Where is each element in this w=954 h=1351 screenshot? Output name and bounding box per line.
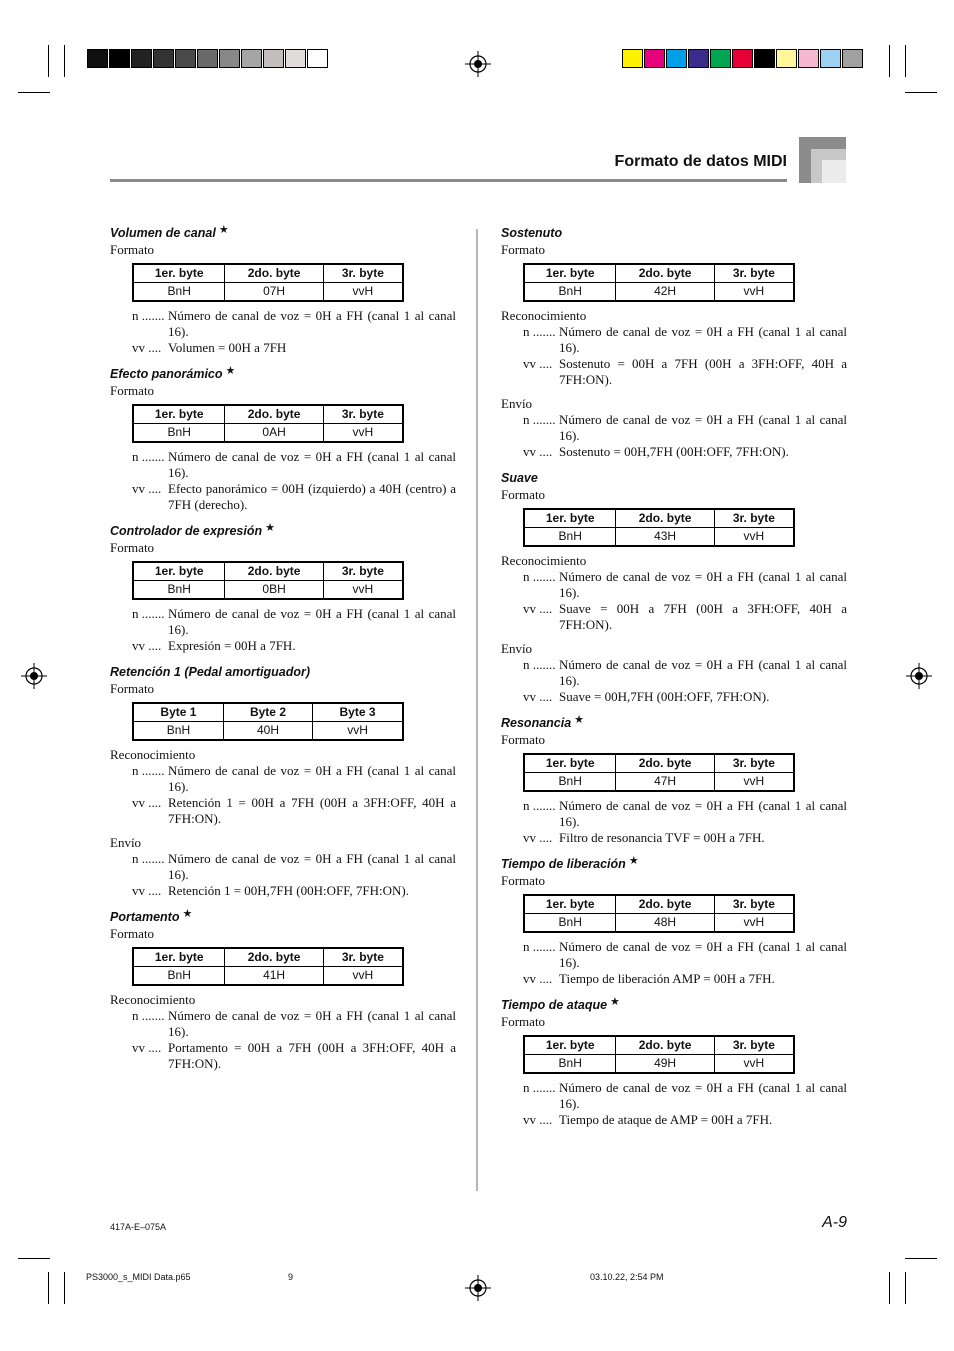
parameter-description: Número de canal de voz = 0H a FH (canal 1 al canal 16). <box>559 798 847 829</box>
byte-value-cell: 41H <box>225 967 323 986</box>
parameter-description: Número de canal de voz = 0H a FH (canal 1 al canal 16). <box>168 606 456 637</box>
description-item <box>501 1080 847 1112</box>
description-item <box>501 601 847 633</box>
group-label: Envío <box>501 641 533 656</box>
parameter-key: vv .... <box>132 638 162 653</box>
format-label: Formato <box>501 732 546 747</box>
description-group <box>501 641 847 705</box>
byte-table <box>132 702 404 741</box>
group-label: Reconocimiento <box>110 992 196 1007</box>
section-heading <box>110 523 456 540</box>
byte-value-cell: vvH <box>323 967 403 986</box>
byte-header-cell: 1er. byte <box>133 948 225 967</box>
parameter-key: vv .... <box>523 444 553 459</box>
parameter-key: vv .... <box>132 795 162 810</box>
description-group <box>110 747 456 827</box>
byte-value-cell: 07H <box>225 283 323 302</box>
byte-table-header <box>133 562 403 581</box>
star-icon: ★ <box>225 365 236 377</box>
group-label: Envío <box>110 835 142 850</box>
color-swatch <box>87 49 108 68</box>
section-heading-text: Suave <box>501 471 538 485</box>
description-item <box>110 795 456 827</box>
parameter-description: Número de canal de voz = 0H a FH (canal 1 al canal 16). <box>168 308 456 339</box>
color-swatch <box>798 49 819 68</box>
byte-header-cell: 1er. byte <box>133 562 225 581</box>
format-label: Formato <box>501 1014 546 1029</box>
byte-table-header <box>133 948 403 967</box>
description-item <box>501 356 847 388</box>
section-heading <box>110 366 456 383</box>
byte-header-cell: 2do. byte <box>616 895 714 914</box>
byte-header-cell: 1er. byte <box>524 509 616 528</box>
file-name: PS3000_s_MIDI Data.p65 <box>86 1272 191 1282</box>
byte-table-row <box>524 528 794 547</box>
format-label: Formato <box>501 873 546 888</box>
color-swatch <box>666 49 687 68</box>
byte-value-cell: BnH <box>524 528 616 547</box>
byte-value-cell: BnH <box>524 283 616 302</box>
crop-mark <box>64 45 65 77</box>
byte-table-row <box>524 283 794 302</box>
crop-mark <box>18 92 50 93</box>
byte-header-cell: 1er. byte <box>524 754 616 773</box>
parameter-key: vv .... <box>523 830 553 845</box>
section-heading-text: Controlador de expresión <box>110 524 263 538</box>
section-heading-text: Retención 1 (Pedal amortiguador) <box>110 665 311 679</box>
description-item <box>501 798 847 830</box>
parameter-key: vv .... <box>132 883 162 898</box>
description-item <box>501 830 847 846</box>
parameter-description: Número de canal de voz = 0H a FH (canal 1 al canal 16). <box>168 763 456 794</box>
byte-value-cell: BnH <box>524 1055 616 1074</box>
byte-value-cell: 43H <box>616 528 714 547</box>
description-group <box>501 396 847 460</box>
right-column <box>501 225 847 1138</box>
description-item <box>110 308 456 340</box>
byte-value-cell: BnH <box>133 424 225 443</box>
description-item <box>110 883 456 899</box>
section-heading-text: Tiempo de liberación <box>501 857 626 871</box>
star-icon: ★ <box>218 224 229 236</box>
byte-header-cell: 2do. byte <box>616 264 714 283</box>
parameter-description: Número de canal de voz = 0H a FH (canal 1 al canal 16). <box>168 851 456 882</box>
parameter-key: vv .... <box>132 340 162 355</box>
format-label: Formato <box>110 926 155 941</box>
print-date: 03.10.22, 2:54 PM <box>590 1272 664 1282</box>
parameter-description: Tiempo de liberación AMP = 00H a 7FH. <box>559 971 775 986</box>
byte-header-cell: 2do. byte <box>225 562 323 581</box>
parameter-description: Tiempo de ataque de AMP = 00H a 7FH. <box>559 1112 773 1127</box>
byte-header-cell: 2do. byte <box>225 264 323 283</box>
description-item <box>501 689 847 705</box>
byte-header-cell: 3r. byte <box>714 754 794 773</box>
star-icon: ★ <box>182 908 193 920</box>
midi-message-section <box>110 366 456 513</box>
header-rule <box>110 179 787 182</box>
group-label: Envío <box>501 396 533 411</box>
crop-mark <box>64 1272 65 1304</box>
parameter-key: n ....... <box>132 763 165 778</box>
color-swatch <box>241 49 262 68</box>
parameter-description: Número de canal de voz = 0H a FH (canal 1 al canal 16). <box>559 569 847 600</box>
parameter-description: Expresión = 00H a 7FH. <box>168 638 296 653</box>
section-heading <box>110 664 456 681</box>
color-swatch <box>754 49 775 68</box>
crop-mark <box>18 1258 50 1259</box>
byte-value-cell: BnH <box>133 581 225 600</box>
midi-message-section <box>110 523 456 654</box>
format-label: Formato <box>110 383 155 398</box>
registration-mark-icon <box>465 1275 491 1301</box>
registration-mark-icon <box>906 663 932 689</box>
byte-value-cell: vvH <box>714 914 794 933</box>
description-item <box>501 657 847 689</box>
byte-value-cell: vvH <box>714 283 794 302</box>
crop-mark <box>889 45 890 77</box>
midi-message-section <box>501 715 847 846</box>
description-group <box>110 308 456 356</box>
description-item <box>110 340 456 356</box>
byte-value-cell: vvH <box>714 773 794 792</box>
parameter-key: n ....... <box>523 798 556 813</box>
byte-header-cell: 1er. byte <box>524 895 616 914</box>
description-item <box>501 324 847 356</box>
section-heading-text: Portamento <box>110 910 180 924</box>
byte-table-row <box>133 283 403 302</box>
byte-table-row <box>133 581 403 600</box>
parameter-description: Número de canal de voz = 0H a FH (canal 1 al canal 16). <box>559 412 847 443</box>
byte-value-cell: BnH <box>133 283 225 302</box>
parameter-key: n ....... <box>523 324 556 339</box>
page-title: Formato de datos MIDI <box>614 153 787 170</box>
byte-value-cell: 0BH <box>225 581 323 600</box>
description-item <box>501 1112 847 1128</box>
description-item <box>110 763 456 795</box>
registration-mark-icon <box>21 663 47 689</box>
parameter-description: Efecto panorámico = 00H (izquierdo) a 40H (centro) a 7FH (derecho). <box>168 481 456 512</box>
description-item <box>501 444 847 460</box>
color-swatch <box>153 49 174 68</box>
color-swatch <box>307 49 328 68</box>
format-label: Formato <box>110 242 155 257</box>
crop-mark <box>905 1258 937 1259</box>
byte-table-row <box>133 424 403 443</box>
byte-header-cell: 2do. byte <box>616 754 714 773</box>
crop-mark <box>905 45 906 77</box>
description-group <box>110 835 456 899</box>
format-label: Formato <box>110 540 155 555</box>
star-icon: ★ <box>265 522 275 534</box>
byte-table-header <box>524 1036 794 1055</box>
midi-message-section <box>501 225 847 460</box>
description-item <box>110 1040 456 1072</box>
file-page: 9 <box>288 1272 294 1282</box>
byte-table-row <box>133 722 403 741</box>
description-group <box>501 1080 847 1128</box>
byte-value-cell: 42H <box>616 283 714 302</box>
section-heading-text: Tiempo de ataque <box>501 998 608 1012</box>
byte-value-cell: vvH <box>323 424 403 443</box>
byte-value-cell: BnH <box>133 722 223 741</box>
color-swatch <box>688 49 709 68</box>
parameter-description: Suave = 00H,7FH (00H:OFF, 7FH:ON). <box>559 689 770 704</box>
star-icon: ★ <box>628 855 639 867</box>
color-swatch <box>175 49 196 68</box>
column-divider <box>476 229 478 1191</box>
section-heading-text: Resonancia <box>501 716 572 730</box>
byte-value-cell: 47H <box>616 773 714 792</box>
parameter-description: Retención 1 = 00H a 7FH (00H a 3FH:OFF, 40H a 7FH:ON). <box>168 795 456 826</box>
color-swatch <box>263 49 284 68</box>
color-swatch <box>732 49 753 68</box>
byte-value-cell: 0AH <box>225 424 323 443</box>
byte-value-cell: vvH <box>714 1055 794 1074</box>
byte-value-cell: 48H <box>616 914 714 933</box>
section-heading <box>501 470 847 487</box>
description-item <box>110 481 456 513</box>
description-item <box>110 606 456 638</box>
byte-table-header <box>524 895 794 914</box>
parameter-key: n ....... <box>132 449 165 464</box>
section-heading <box>110 225 456 242</box>
byte-value-cell: BnH <box>133 967 225 986</box>
format-label: Formato <box>110 681 155 696</box>
byte-table <box>523 1035 795 1074</box>
crop-mark <box>48 1272 49 1304</box>
description-group <box>110 992 456 1072</box>
star-icon: ★ <box>610 996 620 1008</box>
byte-table <box>523 894 795 933</box>
parameter-key: vv .... <box>132 1040 162 1055</box>
color-swatch <box>285 49 306 68</box>
description-group <box>110 449 456 513</box>
color-swatch <box>776 49 797 68</box>
group-label: Reconocimiento <box>110 747 196 762</box>
crop-mark <box>905 92 937 93</box>
byte-table-row <box>524 914 794 933</box>
midi-message-section <box>110 664 456 899</box>
section-heading <box>501 856 847 873</box>
byte-header-cell: Byte 2 <box>223 703 312 722</box>
parameter-key: vv .... <box>523 1112 553 1127</box>
byte-table-row <box>133 967 403 986</box>
group-label: Reconocimiento <box>501 308 587 323</box>
byte-header-cell: Byte 3 <box>313 703 403 722</box>
byte-table-row <box>524 773 794 792</box>
byte-header-cell: 2do. byte <box>225 948 323 967</box>
section-heading <box>501 225 847 242</box>
group-label: Reconocimiento <box>501 553 587 568</box>
byte-header-cell: 2do. byte <box>616 509 714 528</box>
byte-table-header <box>524 264 794 283</box>
byte-header-cell: 2do. byte <box>616 1036 714 1055</box>
parameter-key: n ....... <box>132 606 165 621</box>
byte-header-cell: 3r. byte <box>714 1036 794 1055</box>
parameter-description: Número de canal de voz = 0H a FH (canal 1 al canal 16). <box>559 657 847 688</box>
color-swatch <box>820 49 841 68</box>
parameter-key: vv .... <box>523 356 553 371</box>
color-swatch <box>622 49 643 68</box>
byte-table-header <box>133 703 403 722</box>
parameter-key: n ....... <box>132 308 165 323</box>
color-swatch <box>197 49 218 68</box>
byte-table-header <box>133 264 403 283</box>
byte-header-cell: 1er. byte <box>524 264 616 283</box>
parameter-key: vv .... <box>523 689 553 704</box>
midi-message-section <box>110 909 456 1072</box>
description-item <box>110 1008 456 1040</box>
midi-message-section <box>501 856 847 987</box>
format-label: Formato <box>501 487 546 502</box>
byte-value-cell: vvH <box>323 283 403 302</box>
parameter-key: n ....... <box>523 657 556 672</box>
description-item <box>110 638 456 654</box>
parameter-description: Número de canal de voz = 0H a FH (canal 1 al canal 16). <box>559 939 847 970</box>
star-icon: ★ <box>574 714 585 726</box>
midi-message-section <box>501 470 847 705</box>
description-item <box>501 569 847 601</box>
parameter-key: vv .... <box>132 481 162 496</box>
byte-header-cell: 3r. byte <box>323 948 403 967</box>
byte-table-row <box>524 1055 794 1074</box>
byte-header-cell: Byte 1 <box>133 703 223 722</box>
byte-table <box>132 947 404 986</box>
byte-value-cell: 40H <box>223 722 312 741</box>
parameter-description: Volumen = 00H a 7FH <box>168 340 287 355</box>
parameter-key: vv .... <box>523 601 553 616</box>
description-group <box>501 939 847 987</box>
color-swatch <box>109 49 130 68</box>
byte-value-cell: BnH <box>524 914 616 933</box>
description-item <box>110 449 456 481</box>
description-item <box>501 412 847 444</box>
description-group <box>110 606 456 654</box>
crop-mark <box>905 1272 906 1304</box>
registration-mark-icon <box>465 51 491 77</box>
parameter-key: n ....... <box>523 1080 556 1095</box>
parameter-key: n ....... <box>132 851 165 866</box>
byte-value-cell: BnH <box>524 773 616 792</box>
byte-table-header <box>524 509 794 528</box>
byte-table <box>523 263 795 302</box>
parameter-key: n ....... <box>523 569 556 584</box>
section-heading <box>110 909 456 926</box>
color-swatch <box>710 49 731 68</box>
section-heading <box>501 715 847 732</box>
parameter-key: n ....... <box>523 412 556 427</box>
parameter-key: n ....... <box>523 939 556 954</box>
color-swatch <box>219 49 240 68</box>
midi-message-section <box>110 225 456 356</box>
header-tab-graphic-inner <box>822 160 846 183</box>
byte-value-cell: vvH <box>313 722 403 741</box>
section-heading-text: Efecto panorámico <box>110 367 223 381</box>
section-heading-text: Sostenuto <box>501 226 563 240</box>
parameter-description: Número de canal de voz = 0H a FH (canal 1 al canal 16). <box>168 449 456 480</box>
description-item <box>501 971 847 987</box>
description-item <box>501 939 847 971</box>
byte-table <box>132 263 404 302</box>
byte-table-header <box>524 754 794 773</box>
format-label: Formato <box>501 242 546 257</box>
byte-header-cell: 1er. byte <box>133 405 225 424</box>
byte-header-cell: 1er. byte <box>524 1036 616 1055</box>
byte-header-cell: 3r. byte <box>323 405 403 424</box>
byte-header-cell: 3r. byte <box>714 264 794 283</box>
byte-header-cell: 2do. byte <box>225 405 323 424</box>
section-heading <box>501 997 847 1014</box>
byte-table-header <box>133 405 403 424</box>
byte-header-cell: 3r. byte <box>714 895 794 914</box>
parameter-description: Número de canal de voz = 0H a FH (canal 1 al canal 16). <box>559 1080 847 1111</box>
color-swatch <box>131 49 152 68</box>
crop-mark <box>889 1272 890 1304</box>
parameter-description: Retención 1 = 00H,7FH (00H:OFF, 7FH:ON). <box>168 883 410 898</box>
byte-table <box>523 753 795 792</box>
parameter-description: Sostenuto = 00H a 7FH (00H a 3FH:OFF, 40H a 7FH:ON). <box>559 356 847 387</box>
byte-header-cell: 3r. byte <box>323 264 403 283</box>
color-swatch <box>644 49 665 68</box>
parameter-key: vv .... <box>523 971 553 986</box>
parameter-description: Filtro de resonancia TVF = 00H a 7FH. <box>559 830 765 845</box>
byte-table <box>523 508 795 547</box>
left-column <box>110 225 456 1082</box>
byte-table <box>132 561 404 600</box>
crop-mark <box>48 45 49 77</box>
parameter-description: Sostenuto = 00H,7FH (00H:OFF, 7FH:ON). <box>559 444 789 459</box>
byte-header-cell: 3r. byte <box>714 509 794 528</box>
byte-value-cell: 49H <box>616 1055 714 1074</box>
byte-table <box>132 404 404 443</box>
parameter-description: Suave = 00H a 7FH (00H a 3FH:OFF, 40H a 7FH:ON). <box>559 601 847 632</box>
byte-header-cell: 3r. byte <box>323 562 403 581</box>
byte-value-cell: vvH <box>323 581 403 600</box>
byte-header-cell: 1er. byte <box>133 264 225 283</box>
parameter-description: Número de canal de voz = 0H a FH (canal 1 al canal 16). <box>559 324 847 355</box>
parameter-description: Número de canal de voz = 0H a FH (canal 1 al canal 16). <box>168 1008 456 1039</box>
description-group <box>501 553 847 633</box>
color-swatch <box>842 49 863 68</box>
midi-message-section <box>501 997 847 1128</box>
document-code: 417A-E–075A <box>110 1222 167 1232</box>
parameter-description: Portamento = 00H a 7FH (00H a 3FH:OFF, 40H a 7FH:ON). <box>168 1040 456 1071</box>
parameter-key: n ....... <box>132 1008 165 1023</box>
description-group <box>501 308 847 388</box>
description-item <box>110 851 456 883</box>
byte-value-cell: vvH <box>714 528 794 547</box>
section-heading-text: Volumen de canal <box>110 226 216 240</box>
description-group <box>501 798 847 846</box>
page-number: A-9 <box>822 1214 847 1231</box>
